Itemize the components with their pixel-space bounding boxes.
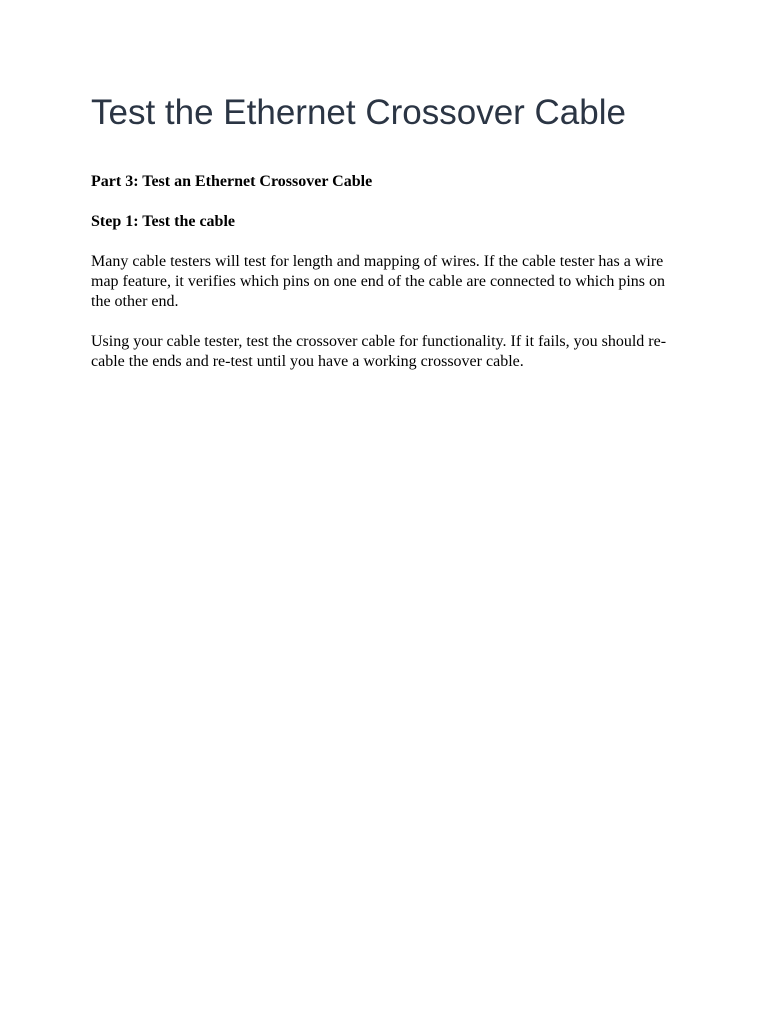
body-paragraph-2: Using your cable tester, test the crossover cable for functionality. If it fails, you should re-cable the ends and re-test until you have a working crossover cable.	[91, 333, 667, 370]
part-heading: Part 3: Test an Ethernet Crossover Cable	[91, 173, 373, 190]
document-content	[91, 92, 681, 372]
page-title: Test the Ethernet Crossover Cable	[91, 93, 626, 132]
body-paragraph-1: Many cable testers will test for length and mapping of wires. If the cable tester has a wire map feature, it verifies which pins on one end of the cable are connected to which pins on the other end.	[91, 253, 666, 310]
step-heading: Step 1: Test the cable	[91, 213, 235, 230]
